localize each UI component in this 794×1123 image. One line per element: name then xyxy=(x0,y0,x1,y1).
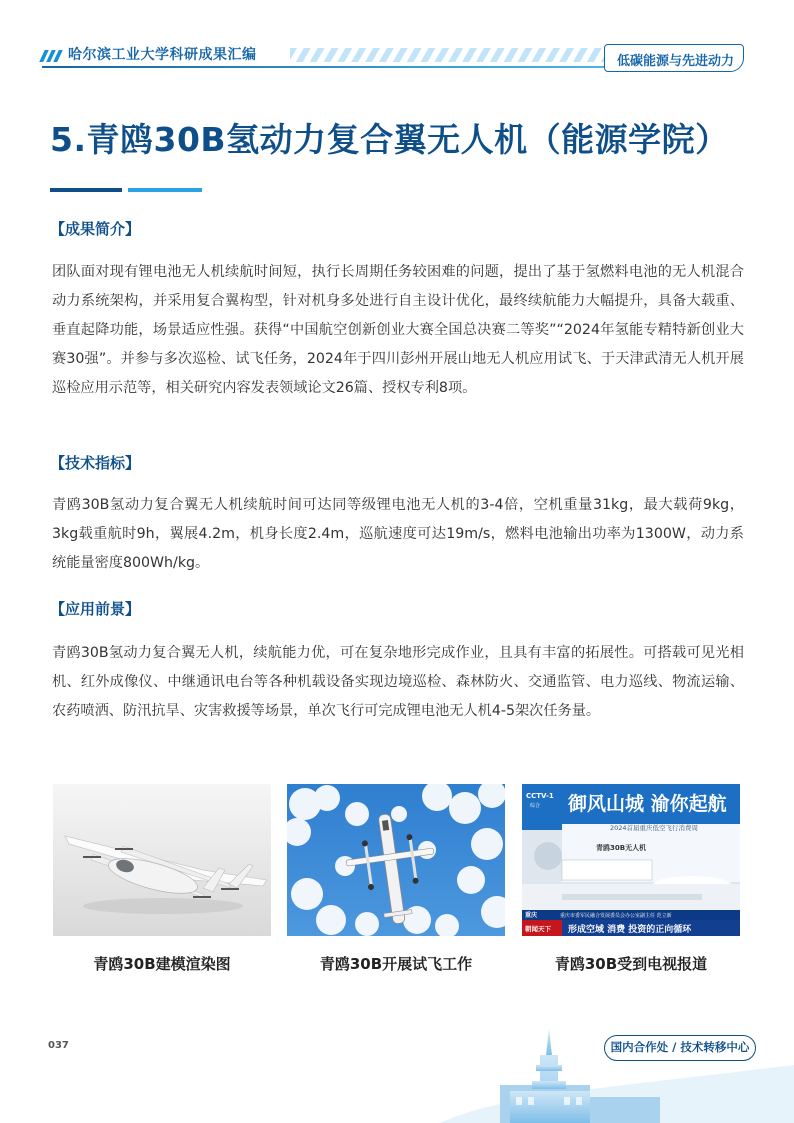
figure-caption-flight: 青鸥30B开展试飞工作 xyxy=(319,955,473,973)
header-band-decoration xyxy=(290,48,610,62)
footer-department-tag xyxy=(604,1035,756,1061)
title-underline-light xyxy=(128,188,202,192)
tv-report-icon xyxy=(522,784,740,936)
figure-caption-tv: 青鸥30B受到电视报道 xyxy=(554,955,708,973)
drone-render-icon xyxy=(53,784,271,936)
header-title: 哈尔滨工业大学科研成果汇编 xyxy=(68,47,257,63)
footer-department-label: 国内合作处 / 技术转移中心 xyxy=(610,1040,750,1054)
tv-banner-year: 2024首届重庆低空飞行消费周 xyxy=(610,824,699,832)
tv-ticker-top: 重庆市委军民融合发展委员会办公室副主任 范立新 xyxy=(560,913,672,919)
section-text-applications: 青鸥30B氢动力复合翼无人机，续航能力优，可在复杂地形完成作业，且具有丰富的拓展性。可搭载可见光相机、红外成像仪、中继通讯电台等各种机载设备实现边境巡检、森林防火、交通监管、电力巡线、物流运输、农药喷洒、防汛抗旱、灾害救援等场景，单次飞行可完成锂电池无人机4-5架次任务量。 xyxy=(52,645,744,719)
tv-headline: 御风山城 渝你起航 xyxy=(568,793,727,815)
section-heading-specs: 【技术指标】 xyxy=(50,454,141,472)
tv-ticker: 形成空域 消费 投资的正向循环 xyxy=(568,925,692,935)
section-heading-summary: 【成果简介】 xyxy=(50,220,141,238)
tv-channel-sub: 综合 xyxy=(530,803,541,809)
figure-drone-render xyxy=(53,784,271,936)
page-header xyxy=(0,0,794,80)
section-text-summary: 团队面对现有锂电池无人机续航时间短，执行长周期任务较困难的问题，提出了基于氢燃料电池的无人机混合动力系统架构，并采用复合翼构型，针对机身多处进行自主设计优化，最终续航能力大幅提升，具备大载重、垂直起降功能，场景适应性强。获得“中国航空创新创业大赛全国总决赛二等奖”“2024年氢能专精特新创业大赛30强”。并参与多次巡检、试飞任务，2024年于四川彭州开展山地无人机应用试飞、于天津武清无人机开展巡检应用示范等，相关研究内容发表领域论文26篇、授权专利8项。 xyxy=(52,264,744,396)
figure-tv-report xyxy=(522,784,740,936)
section-heading-applications: 【应用前景】 xyxy=(50,600,141,618)
header-divider xyxy=(42,66,612,68)
category-tab xyxy=(604,44,744,72)
tv-booth-sign: 青鸥30B无人机 xyxy=(596,844,647,852)
tv-location: 重庆 xyxy=(525,912,538,919)
tv-channel-logo: CCTV-1 xyxy=(526,792,554,800)
tv-program: 朝闻天下 xyxy=(525,925,551,933)
title-underline-dark xyxy=(50,188,122,192)
section-text-specs: 青鸥30B氢动力复合翼无人机续航时间可达同等级锂电池无人机的3-4倍，空机重量31kg，最大载荷9kg，3kg载重航时9h，翼展4.2m，机身长度2.4m，巡航速度可达19m/s，燃料电池输出功率为1300W，动力系统能量密度800Wh/kg。 xyxy=(52,497,744,571)
page-title: 5.青鸥30B氢动力复合翼无人机（能源学院） xyxy=(50,120,729,159)
drone-flight-icon xyxy=(287,784,505,936)
header-stripes-decoration xyxy=(42,47,63,66)
page-number: 037 xyxy=(48,1040,69,1051)
figure-caption-render: 青鸥30B建模渲染图 xyxy=(93,955,231,973)
figure-drone-flight xyxy=(287,784,505,936)
category-tab-label: 低碳能源与先进动力 xyxy=(617,54,735,69)
